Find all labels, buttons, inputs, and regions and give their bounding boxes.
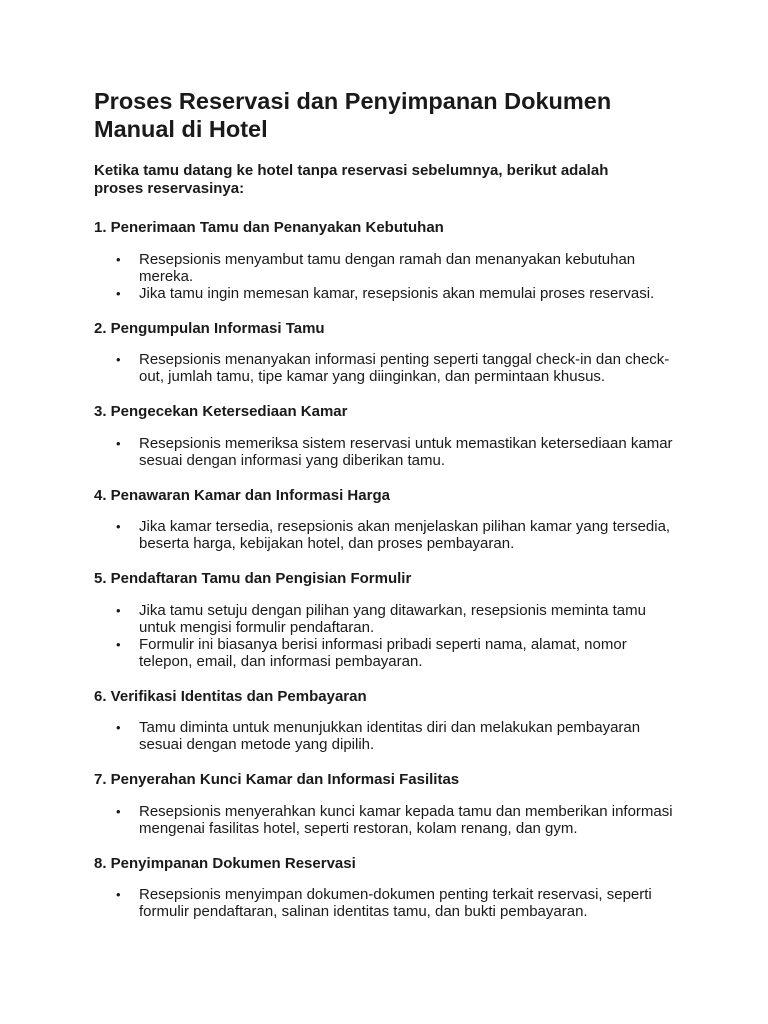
bullet-list bbox=[94, 602, 698, 670]
intro-paragraph: Ketika tamu datang ke hotel tanpa reservasi sebelumnya, berikut adalah proses reservasinya: bbox=[94, 162, 609, 197]
list-item bbox=[94, 719, 684, 753]
list-item bbox=[94, 803, 684, 837]
section-heading: 6. Verifikasi Identitas dan Pembayaran bbox=[94, 687, 367, 705]
bullet-marker: • bbox=[116, 285, 121, 301]
bullet-list bbox=[94, 251, 698, 302]
bullet-list bbox=[94, 435, 698, 469]
list-item-text: Formulir ini biasanya berisi informasi pribadi seperti nama, alamat, nomor telepon, email, dan informasi pembayaran. bbox=[139, 635, 627, 670]
list-item bbox=[94, 518, 684, 552]
section-heading: 3. Pengecekan Ketersediaan Kamar bbox=[94, 403, 348, 420]
list-item-text: Jika tamu setuju dengan pilihan yang ditawarkan, resepsionis meminta tamu untuk mengisi formulir pendaftaran. bbox=[139, 601, 646, 636]
list-item bbox=[94, 602, 684, 636]
section-heading: 5. Pendaftaran Tamu dan Pengisian Formulir bbox=[94, 570, 412, 587]
section-list bbox=[94, 219, 698, 920]
bullet-list bbox=[94, 886, 698, 920]
bullet-marker: • bbox=[116, 519, 121, 534]
section-heading: 1. Penerimaan Tamu dan Penanyakan Kebutuhan bbox=[94, 219, 444, 236]
section-heading: 4. Penawaran Kamar dan Informasi Harga bbox=[94, 486, 390, 504]
list-item-text: Resepsionis menanyakan informasi penting seperti tanggal check-in dan check-out, jumlah tamu, tipe kamar yang diinginkan, dan permintaan khusus. bbox=[139, 351, 670, 385]
list-item bbox=[94, 636, 684, 670]
bullet-marker: • bbox=[116, 803, 121, 819]
bullet-marker: • bbox=[116, 720, 121, 735]
list-item-text: Resepsionis menyerahkan kunci kamar kepada tamu dan memberikan informasi mengenai fasilitas hotel, seperti restoran, kolam renang, dan gym. bbox=[139, 802, 673, 837]
bullet-marker: • bbox=[116, 636, 121, 652]
list-item-text: Jika kamar tersedia, resepsionis akan menjelaskan pilihan kamar yang tersedia, beserta harga, kebijakan hotel, dan proses pembayaran. bbox=[139, 518, 671, 552]
list-item-text: Jika tamu ingin memesan kamar, resepsionis akan memulai proses reservasi. bbox=[139, 284, 655, 302]
list-item-text: Resepsionis memeriksa sistem reservasi untuk memastikan ketersediaan kamar sesuai dengan informasi yang diberikan tamu. bbox=[139, 434, 673, 469]
list-item bbox=[94, 435, 684, 469]
list-item-text: Tamu diminta untuk menunjukkan identitas diri dan melakukan pembayaran sesuai dengan metode yang dipilih. bbox=[139, 719, 641, 753]
section-heading: 7. Penyerahan Kunci Kamar dan Informasi Fasilitas bbox=[94, 771, 460, 788]
bullet-marker: • bbox=[116, 352, 121, 367]
list-item bbox=[94, 285, 684, 302]
list-item-text: Resepsionis menyimpan dokumen-dokumen penting terkait reservasi, seperti formulir pendaftaran, salinan identitas tamu, dan bukti pembayaran. bbox=[139, 886, 652, 920]
bullet-marker: • bbox=[116, 251, 121, 267]
bullet-list bbox=[94, 719, 698, 753]
section-heading: 8. Penyimpanan Dokumen Reservasi bbox=[94, 854, 356, 872]
list-item bbox=[94, 351, 684, 385]
list-item-text: Resepsionis menyambut tamu dengan ramah dan menanyakan kebutuhan mereka. bbox=[139, 250, 636, 285]
bullet-marker: • bbox=[116, 435, 121, 451]
bullet-marker: • bbox=[116, 887, 121, 902]
list-item bbox=[94, 886, 684, 920]
bullet-marker: • bbox=[116, 602, 121, 618]
section-heading: 2. Pengumpulan Informasi Tamu bbox=[94, 319, 325, 337]
bullet-list bbox=[94, 351, 698, 385]
list-item bbox=[94, 251, 684, 285]
bullet-list bbox=[94, 803, 698, 837]
document-title: Proses Reservasi dan Penyimpanan Dokumen Manual di Hotel bbox=[94, 88, 612, 142]
bullet-list bbox=[94, 518, 698, 552]
